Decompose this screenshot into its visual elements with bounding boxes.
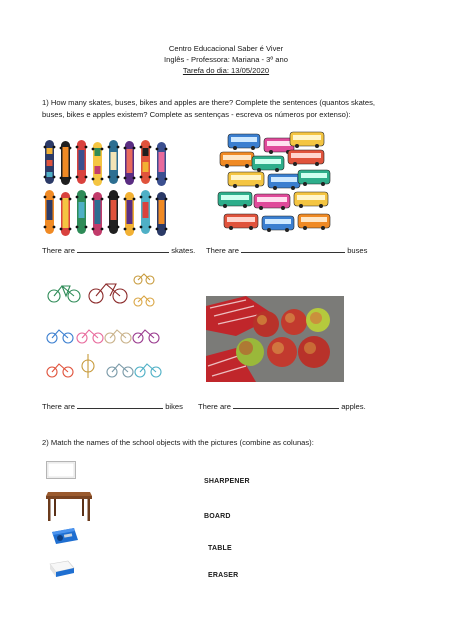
bikes-sentence: There are bikes bbox=[42, 402, 183, 411]
bikes-answer-blank[interactable] bbox=[77, 401, 163, 409]
bikes-picture bbox=[44, 268, 160, 384]
question-2-text: 2) Match the names of the school objects with the pictures (combine as colunas): bbox=[42, 438, 314, 447]
skates-answer-blank[interactable] bbox=[77, 245, 169, 253]
buses-picture bbox=[218, 132, 336, 236]
word-eraser: ERASER bbox=[208, 572, 239, 579]
whiteboard-icon bbox=[46, 461, 76, 479]
question-1-line-2: buses, bikes e apples existem? Complete as sentenças - escreva os números por extenso): bbox=[42, 110, 351, 119]
skates-sentence: There are skates. bbox=[42, 246, 196, 255]
eraser-icon bbox=[46, 560, 76, 578]
school-name: Centro Educacional Saber é Viver bbox=[168, 44, 284, 53]
buses-sentence: There are buses bbox=[206, 246, 368, 255]
table-icon bbox=[44, 490, 94, 522]
word-table: TABLE bbox=[208, 545, 232, 552]
apples-answer-blank[interactable] bbox=[233, 401, 339, 409]
question-1-line-1: 1) How many skates, buses, bikes and apples are there? Complete the sentences (quantos skates, bbox=[42, 98, 376, 107]
word-sharpener: SHARPENER bbox=[204, 478, 250, 485]
apples-sentence: There are apples. bbox=[198, 402, 366, 411]
apples-picture bbox=[206, 296, 344, 382]
sharpener-icon bbox=[50, 526, 80, 546]
subject-line: Inglês - Professora: Mariana - 3º ano bbox=[164, 55, 288, 64]
task-date: Tarefa do dia: 13/05/2020 bbox=[182, 66, 270, 75]
buses-answer-blank[interactable] bbox=[241, 245, 345, 253]
skateboards-picture bbox=[42, 138, 170, 236]
word-board: BOARD bbox=[204, 513, 231, 520]
